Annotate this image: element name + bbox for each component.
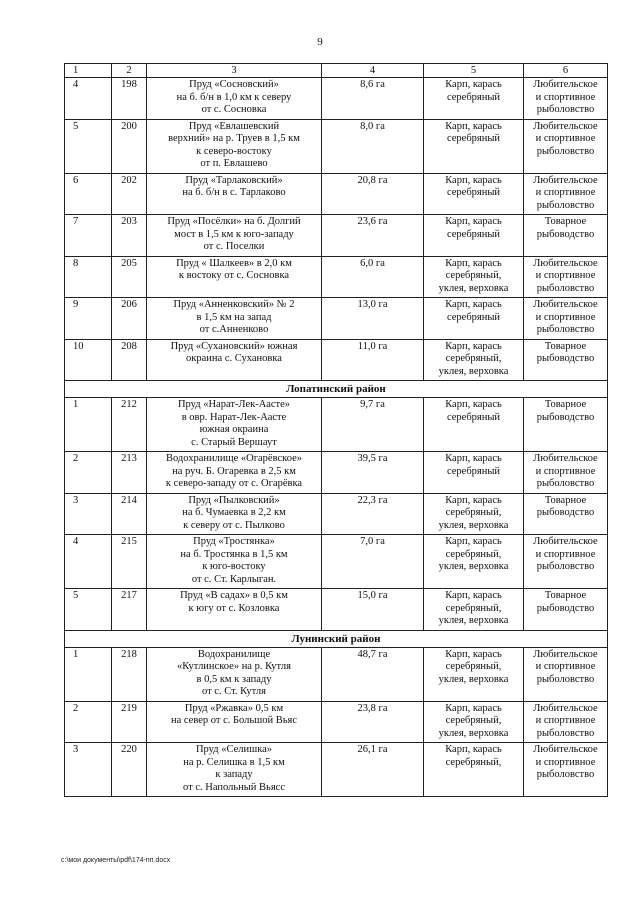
row-number: 8	[65, 256, 112, 298]
fish-species-line: серебряный,	[445, 548, 502, 560]
fish-species	[424, 701, 524, 743]
footer-file-path: c:\мои документы\pdf\174-пп.docx	[61, 857, 171, 864]
usage-type-line: и спортивное	[535, 270, 596, 281]
fish-species-line: серебряный	[446, 91, 501, 103]
row-number: 2	[65, 452, 112, 494]
row-number: 3	[65, 743, 112, 797]
fish-species-line: Карп, карась	[445, 340, 502, 352]
column-number-6: 6	[524, 64, 608, 78]
row-number: 10	[65, 339, 112, 381]
registry-number: 214	[112, 493, 147, 535]
fish-species-line: Карп, карась	[445, 257, 502, 269]
registry-number: 198	[112, 78, 147, 120]
water-body-name-line: Пруд «Евлашевский	[188, 120, 280, 132]
water-body-name-line: к юго-востоку	[202, 561, 266, 572]
fish-species-line: Карп, карась	[445, 79, 502, 90]
usage-type-line: рыбоводство	[536, 411, 595, 423]
water-body-name	[147, 701, 322, 743]
row-number: 3	[65, 493, 112, 535]
usage-type-line: и спортивное	[535, 91, 596, 103]
water-body-name-line: от п. Евлашево	[200, 158, 268, 169]
row-number: 6	[65, 173, 112, 215]
row-number: 5	[65, 119, 112, 173]
fish-species-line: уклея, верховка	[438, 561, 509, 572]
water-body-name-line: от с. Сосновка	[201, 104, 267, 115]
page-number: 9	[317, 36, 323, 48]
row-number: 7	[65, 215, 112, 257]
water-body-name	[147, 215, 322, 257]
fish-species-line: Карп, карась	[445, 744, 502, 755]
water-body-name	[147, 398, 322, 452]
usage-type-line: и спортивное	[535, 311, 596, 323]
usage-type	[524, 647, 608, 701]
usage-type-line: Товарное	[544, 340, 587, 352]
usage-type-line: Товарное	[544, 216, 587, 227]
fish-species-line: серебряный	[446, 133, 501, 144]
water-body-name-line: к северу от с. Пылково	[183, 519, 285, 531]
usage-type-line: рыболовство	[536, 727, 595, 739]
water-body-name-line: Пруд «Нарат-Лек-Аасте»	[177, 399, 291, 410]
usage-type-line: Любительское	[533, 536, 598, 547]
fish-species	[424, 398, 524, 452]
usage-type	[524, 701, 608, 743]
water-body-name-line: Пруд «Селишка»	[195, 744, 273, 755]
usage-type-line: рыболовство	[536, 145, 595, 157]
water-body-name	[147, 589, 322, 631]
row-number: 1	[65, 647, 112, 701]
fish-species	[424, 119, 524, 173]
registry-number: 213	[112, 452, 147, 494]
fish-species-line: Карп, карась	[445, 536, 502, 547]
fish-species-line: серебряный,	[445, 507, 502, 518]
usage-type-line: Товарное	[544, 590, 587, 601]
fish-species-line: Карп, карась	[445, 648, 502, 660]
registry-number: 205	[112, 256, 147, 298]
registry-number: 200	[112, 119, 147, 173]
table-row	[65, 256, 608, 298]
water-body-name	[147, 339, 322, 381]
table-row	[65, 701, 608, 743]
usage-type-line: рыбоводство	[536, 602, 595, 614]
water-body-name-line: от с. Напольный Вьясс	[183, 781, 285, 793]
fish-species-line: серебряный	[446, 187, 501, 198]
table-row	[65, 173, 608, 215]
registry-number: 212	[112, 398, 147, 452]
water-body-name-line: на б. б/н в 1,0 км к северу	[176, 91, 292, 103]
fish-species-line: уклея, верховка	[438, 282, 509, 294]
registry-number: 203	[112, 215, 147, 257]
usage-type-line: рыболовство	[536, 104, 595, 115]
water-body-name-line: Пруд «Посёлки» на б. Долгий	[167, 216, 301, 227]
fish-species-line: Карп, карась	[445, 299, 502, 310]
table-body	[65, 64, 608, 797]
area: 6,0 га	[322, 256, 424, 298]
water-body-name	[147, 743, 322, 797]
fish-species-line: уклея, верховка	[438, 365, 509, 377]
fish-species	[424, 743, 524, 797]
fish-species-line: серебряный,	[445, 353, 502, 364]
area: 11,0 га	[322, 339, 424, 381]
table-row	[65, 452, 608, 494]
area: 20,8 га	[322, 173, 424, 215]
usage-type-line: и спортивное	[535, 715, 596, 726]
water-body-name-line: от с.Анненково	[199, 324, 269, 335]
usage-type-line: Товарное	[544, 399, 587, 410]
water-body-name-line: «Кутлинское» на р. Кутля	[177, 661, 291, 672]
fish-species-line: серебряный	[446, 411, 501, 423]
water-body-name-line: Пруд «Пылковский»	[188, 494, 280, 506]
usage-type-line: Любительское	[533, 79, 598, 90]
fish-species	[424, 589, 524, 631]
usage-type-line: и спортивное	[535, 133, 596, 144]
table-row	[65, 215, 608, 257]
column-number-1: 1	[65, 64, 112, 78]
registry-number: 215	[112, 535, 147, 589]
column-number-2: 2	[112, 64, 147, 78]
usage-type-line: рыболовство	[536, 561, 595, 572]
water-body-name	[147, 256, 322, 298]
water-body-name-line: Пруд «В садах» в 0,5 км	[180, 590, 288, 601]
usage-type-line: рыбоводство	[536, 353, 595, 364]
area: 48,7 га	[322, 647, 424, 701]
usage-type-line: рыболовство	[536, 199, 595, 211]
table-row	[65, 493, 608, 535]
fish-species	[424, 339, 524, 381]
water-body-name	[147, 78, 322, 120]
row-number: 4	[65, 78, 112, 120]
water-body-name-line: от с. Ст. Кутля	[201, 686, 266, 697]
fish-species-line: Карп, карась	[445, 453, 502, 464]
water-body-name-line: Пруд «Сосновский»	[189, 79, 279, 90]
usage-type	[524, 173, 608, 215]
area: 8,0 га	[322, 119, 424, 173]
fish-species-line: серебряный,	[445, 756, 502, 768]
usage-type-line: и спортивное	[535, 661, 596, 672]
water-body-name	[147, 173, 322, 215]
table-row	[65, 743, 608, 797]
fish-species	[424, 493, 524, 535]
table-row	[65, 78, 608, 120]
table-row	[65, 339, 608, 381]
usage-type-line: Любительское	[533, 648, 598, 660]
water-body-name	[147, 119, 322, 173]
water-body-name-line: на р. Селишка в 1,5 км	[183, 756, 285, 768]
water-body-name-line: на б. б/н в с. Тарлаково	[182, 187, 286, 198]
fish-species-line: уклея, верховка	[438, 673, 509, 685]
fish-species-line: уклея, верховка	[438, 615, 509, 626]
usage-type-line: рыбоводство	[536, 507, 595, 518]
column-number-4: 4	[322, 64, 424, 78]
row-number: 9	[65, 298, 112, 340]
district-section-row	[65, 381, 608, 398]
water-body-name	[147, 647, 322, 701]
fish-species	[424, 647, 524, 701]
water-body-name-line: на руч. Б. Огаревка в 2,5 км	[172, 465, 296, 477]
usage-type-line: рыболовство	[536, 324, 595, 335]
registry-number: 217	[112, 589, 147, 631]
fish-species-line: серебряный,	[445, 715, 502, 726]
table-row	[65, 535, 608, 589]
usage-type-line: и спортивное	[535, 187, 596, 198]
usage-type	[524, 339, 608, 381]
water-body-name-line: к востоку от с. Сосновка	[178, 270, 290, 281]
water-body-name-line: к западу	[215, 769, 253, 780]
usage-type-line: Любительское	[533, 702, 598, 714]
usage-type-line: Любительское	[533, 257, 598, 269]
water-body-name-line: с. Старый Вершаут	[191, 436, 277, 448]
area: 23,8 га	[322, 701, 424, 743]
row-number: 4	[65, 535, 112, 589]
column-number-3: 3	[147, 64, 322, 78]
fish-species	[424, 535, 524, 589]
fish-species	[424, 215, 524, 257]
fish-species	[424, 452, 524, 494]
usage-type	[524, 78, 608, 120]
usage-type-line: рыболовство	[536, 673, 595, 685]
usage-type	[524, 493, 608, 535]
usage-type	[524, 398, 608, 452]
district-title: Лопатинский район	[65, 381, 608, 398]
usage-type-line: Любительское	[533, 120, 598, 132]
area: 22,3 га	[322, 493, 424, 535]
area: 23,6 га	[322, 215, 424, 257]
table-row	[65, 398, 608, 452]
water-body-name-line: Пруд «Ржавка» 0,5 км	[184, 702, 284, 714]
fish-species-line: Карп, карась	[445, 174, 502, 186]
water-body-name-line: Пруд «Сухановский» южная	[170, 340, 298, 352]
water-body-name-line: от с. Поселки	[203, 241, 265, 252]
table-row	[65, 647, 608, 701]
area: 7,0 га	[322, 535, 424, 589]
water-body-name-line: в 0,5 км к западу	[196, 673, 272, 685]
usage-type	[524, 256, 608, 298]
column-number-row	[65, 64, 608, 78]
usage-type-line: и спортивное	[535, 548, 596, 560]
table-row	[65, 298, 608, 340]
registry-number: 206	[112, 298, 147, 340]
registry-number: 208	[112, 339, 147, 381]
water-body-name-line: окраина с. Сухановка	[186, 353, 282, 364]
district-section-row	[65, 630, 608, 647]
usage-type	[524, 452, 608, 494]
water-body-name-line: в 1,5 км на запад	[196, 311, 272, 323]
usage-type-line: рыболовство	[536, 769, 595, 780]
fish-species-line: Карп, карась	[445, 399, 502, 410]
water-body-name-line: Пруд «Анненковский» № 2	[173, 299, 295, 310]
water-body-name-line: к северо-западу от с. Огарёвка	[165, 478, 303, 489]
water-bodies-table	[64, 63, 608, 797]
usage-type-line: и спортивное	[535, 756, 596, 768]
area: 15,0 га	[322, 589, 424, 631]
registry-number: 202	[112, 173, 147, 215]
usage-type	[524, 119, 608, 173]
usage-type-line: Любительское	[533, 453, 598, 464]
usage-type-line: Товарное	[544, 494, 587, 506]
water-body-name	[147, 452, 322, 494]
registry-number: 220	[112, 743, 147, 797]
water-body-name	[147, 535, 322, 589]
fish-species-line: Карп, карась	[445, 494, 502, 506]
usage-type-line: рыболовство	[536, 282, 595, 294]
water-body-name-line: Пруд « Шалкеев» в 2,0 км	[176, 257, 292, 269]
fish-species-line: серебряный,	[445, 270, 502, 281]
area: 13,0 га	[322, 298, 424, 340]
fish-species-line: Карп, карась	[445, 702, 502, 714]
usage-type-line: Любительское	[533, 174, 598, 186]
water-body-name-line: южная окраина	[199, 424, 269, 435]
water-body-name-line: на б. Чумаевка в 2,2 км	[182, 507, 286, 518]
water-body-name-line: Водохранилище	[197, 648, 271, 660]
water-body-name-line: к северо-востоку	[196, 145, 272, 157]
fish-species-line: уклея, верховка	[438, 727, 509, 739]
water-body-name-line: мост в 1,5 км к юго-западу	[174, 228, 294, 240]
usage-type	[524, 298, 608, 340]
fish-species	[424, 78, 524, 120]
water-body-name	[147, 298, 322, 340]
water-body-name-line: в овр. Нарат-Лек-Аасте	[181, 411, 287, 423]
water-body-name-line: на север от с. Большой Вьяс	[170, 715, 298, 726]
fish-species-line: серебряный	[446, 228, 501, 240]
fish-species-line: серебряный	[446, 311, 501, 323]
water-body-name-line: Водохранилище «Огарёвское»	[165, 453, 303, 464]
water-body-name	[147, 493, 322, 535]
district-title: Лунинский район	[65, 630, 608, 647]
water-body-name-line: верхний» на р. Труев в 1,5 км	[168, 133, 300, 144]
fish-species	[424, 173, 524, 215]
row-number: 1	[65, 398, 112, 452]
row-number: 2	[65, 701, 112, 743]
usage-type-line: и спортивное	[535, 465, 596, 477]
fish-species-line: серебряный,	[445, 661, 502, 672]
water-body-name-line: к югу от с. Козловка	[188, 602, 280, 614]
fish-species-line: Карп, карась	[445, 590, 502, 601]
usage-type	[524, 589, 608, 631]
area: 9,7 га	[322, 398, 424, 452]
water-body-name-line: от с. Ст. Карлыган.	[191, 573, 277, 585]
usage-type	[524, 743, 608, 797]
area: 8,6 га	[322, 78, 424, 120]
fish-species-line: серебряный	[446, 465, 501, 477]
registry-number: 218	[112, 647, 147, 701]
fish-species	[424, 256, 524, 298]
fish-species-line: серебряный,	[445, 602, 502, 614]
table-row	[65, 589, 608, 631]
usage-type-line: Любительское	[533, 744, 598, 755]
water-body-name-line: Пруд «Тростянка»	[193, 536, 275, 547]
fish-species-line: Карп, карась	[445, 216, 502, 227]
fish-species-line: Карп, карась	[445, 120, 502, 132]
column-number-5: 5	[424, 64, 524, 78]
usage-type-line: рыболовство	[536, 478, 595, 489]
fish-species	[424, 298, 524, 340]
area: 26,1 га	[322, 743, 424, 797]
row-number: 5	[65, 589, 112, 631]
water-body-name-line: Пруд «Тарлаковский»	[185, 174, 283, 186]
fish-species-line: уклея, верховка	[438, 519, 509, 531]
table-row	[65, 119, 608, 173]
usage-type	[524, 535, 608, 589]
registry-number: 219	[112, 701, 147, 743]
usage-type	[524, 215, 608, 257]
water-body-name-line: на б. Тростянка в 1,5 км	[180, 548, 288, 560]
usage-type-line: Любительское	[533, 299, 598, 310]
usage-type-line: рыбоводство	[536, 228, 595, 240]
area: 39,5 га	[322, 452, 424, 494]
